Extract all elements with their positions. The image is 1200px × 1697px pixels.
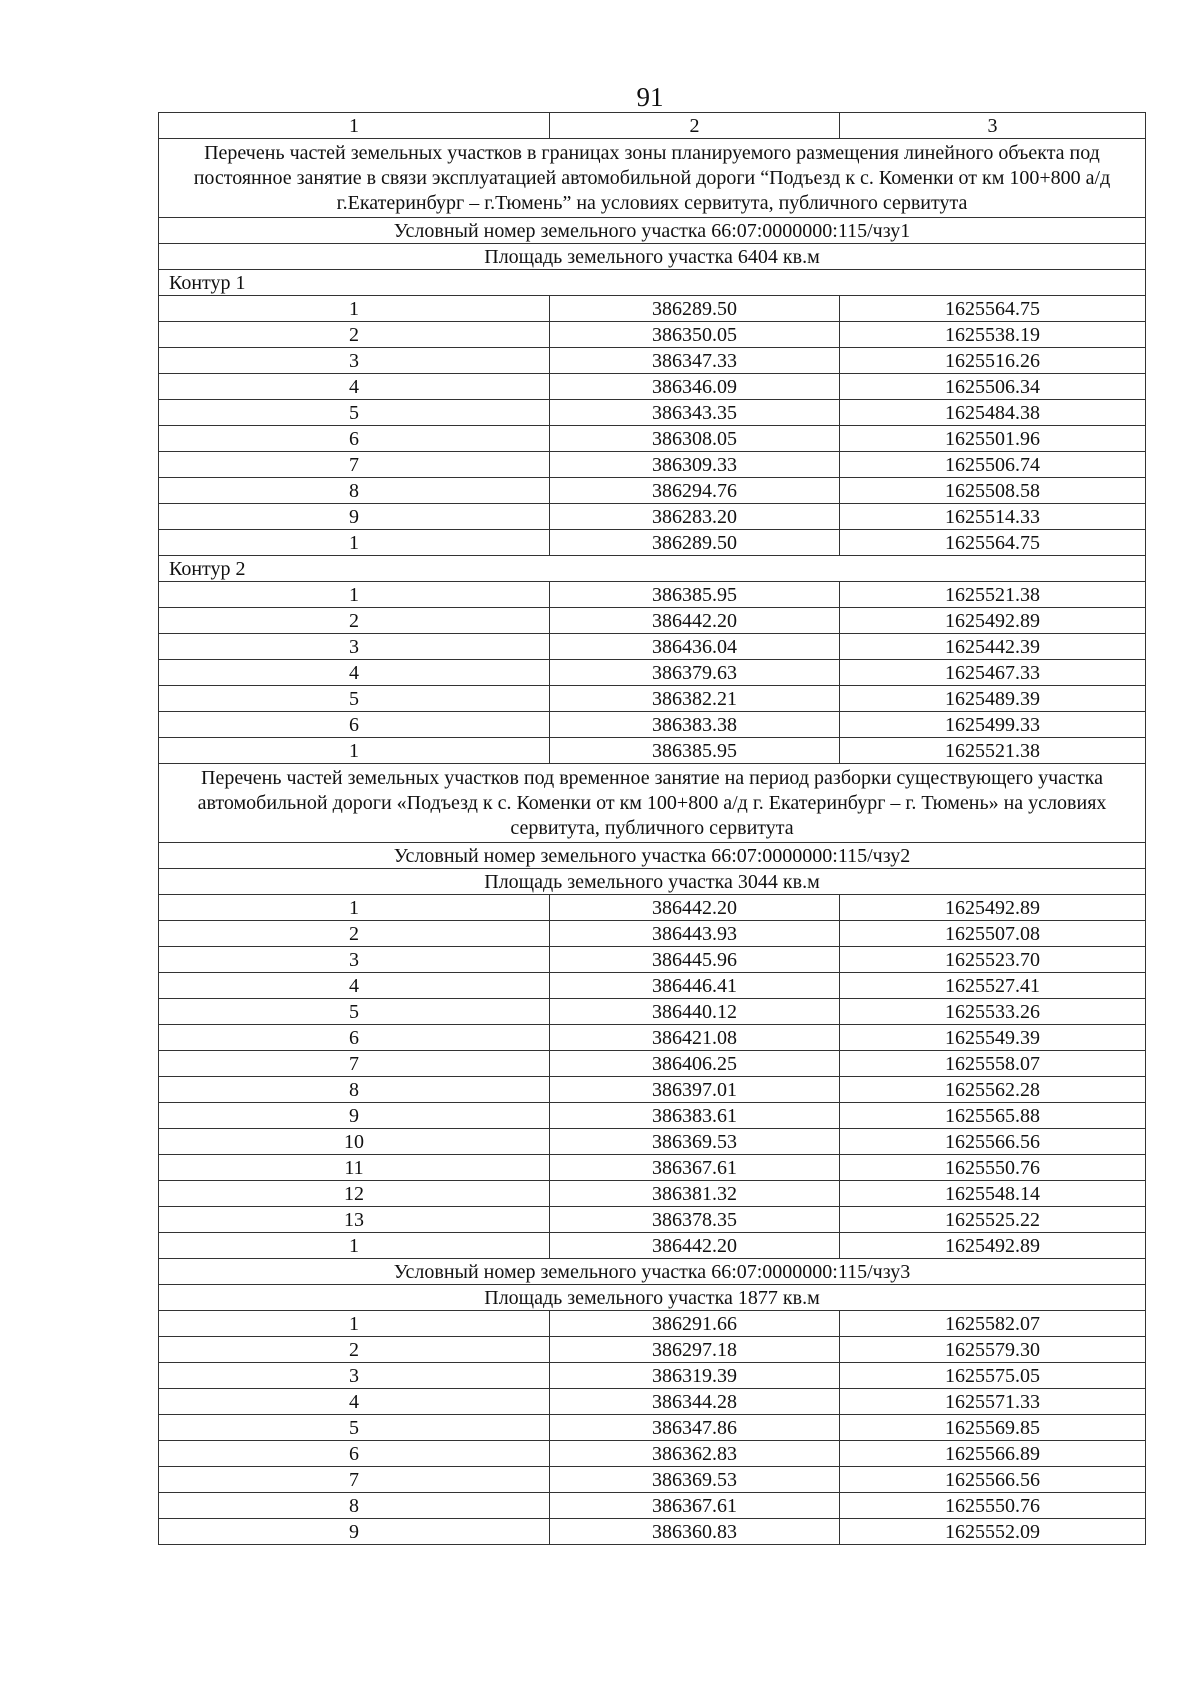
point-number: 7 xyxy=(159,1051,550,1077)
coordinate-row xyxy=(159,1233,1146,1259)
coordinate-row xyxy=(159,582,1146,608)
point-number: 5 xyxy=(159,686,550,712)
point-number: 4 xyxy=(159,660,550,686)
point-number: 9 xyxy=(159,504,550,530)
coordinate-row xyxy=(159,1337,1146,1363)
point-number: 1 xyxy=(159,582,550,608)
coordinate-row xyxy=(159,452,1146,478)
point-number: 3 xyxy=(159,634,550,660)
point-number: 12 xyxy=(159,1181,550,1207)
coordinate-row xyxy=(159,1207,1146,1233)
x-coordinate: 386446.41 xyxy=(550,973,840,999)
y-coordinate: 1625571.33 xyxy=(840,1389,1146,1415)
coordinate-row xyxy=(159,712,1146,738)
x-coordinate: 386421.08 xyxy=(550,1025,840,1051)
parcel-area: Площадь земельного участка 3044 кв.м xyxy=(159,869,1146,895)
x-coordinate: 386291.66 xyxy=(550,1311,840,1337)
y-coordinate: 1625525.22 xyxy=(840,1207,1146,1233)
coordinate-row xyxy=(159,1103,1146,1129)
y-coordinate: 1625499.33 xyxy=(840,712,1146,738)
coordinate-row xyxy=(159,1025,1146,1051)
coordinate-row xyxy=(159,322,1146,348)
coordinate-row xyxy=(159,947,1146,973)
x-coordinate: 386350.05 xyxy=(550,322,840,348)
x-coordinate: 386378.35 xyxy=(550,1207,840,1233)
coordinate-row xyxy=(159,400,1146,426)
point-number: 8 xyxy=(159,1493,550,1519)
coordinates-table xyxy=(158,112,1146,1545)
y-coordinate: 1625566.56 xyxy=(840,1129,1146,1155)
parcel-area-row xyxy=(159,1285,1146,1311)
parcel-area: Площадь земельного участка 1877 кв.м xyxy=(159,1285,1146,1311)
point-number: 2 xyxy=(159,921,550,947)
x-coordinate: 386381.32 xyxy=(550,1181,840,1207)
point-number: 6 xyxy=(159,1025,550,1051)
y-coordinate: 1625521.38 xyxy=(840,738,1146,764)
x-coordinate: 386362.83 xyxy=(550,1441,840,1467)
header-col-2: 2 xyxy=(550,113,840,139)
x-coordinate: 386367.61 xyxy=(550,1155,840,1181)
y-coordinate: 1625533.26 xyxy=(840,999,1146,1025)
coordinate-row xyxy=(159,660,1146,686)
y-coordinate: 1625550.76 xyxy=(840,1155,1146,1181)
coordinate-row xyxy=(159,1389,1146,1415)
y-coordinate: 1625514.33 xyxy=(840,504,1146,530)
y-coordinate: 1625467.33 xyxy=(840,660,1146,686)
coordinate-row xyxy=(159,1415,1146,1441)
parcel-number-row xyxy=(159,218,1146,244)
point-number: 3 xyxy=(159,348,550,374)
coordinate-row xyxy=(159,895,1146,921)
x-coordinate: 386379.63 xyxy=(550,660,840,686)
contour-label-row xyxy=(159,556,1146,582)
coordinate-row xyxy=(159,1311,1146,1337)
point-number: 6 xyxy=(159,1441,550,1467)
coordinate-row xyxy=(159,296,1146,322)
point-number: 4 xyxy=(159,1389,550,1415)
y-coordinate: 1625562.28 xyxy=(840,1077,1146,1103)
coordinate-row xyxy=(159,1181,1146,1207)
y-coordinate: 1625489.39 xyxy=(840,686,1146,712)
y-coordinate: 1625492.89 xyxy=(840,608,1146,634)
x-coordinate: 386397.01 xyxy=(550,1077,840,1103)
x-coordinate: 386442.20 xyxy=(550,895,840,921)
x-coordinate: 386319.39 xyxy=(550,1363,840,1389)
y-coordinate: 1625442.39 xyxy=(840,634,1146,660)
x-coordinate: 386383.61 xyxy=(550,1103,840,1129)
x-coordinate: 386383.38 xyxy=(550,712,840,738)
parcel-number: Условный номер земельного участка 66:07:0000000:115/чзу2 xyxy=(159,843,1146,869)
x-coordinate: 386440.12 xyxy=(550,999,840,1025)
x-coordinate: 386436.04 xyxy=(550,634,840,660)
coordinate-row xyxy=(159,348,1146,374)
point-number: 6 xyxy=(159,426,550,452)
coordinate-row xyxy=(159,921,1146,947)
coordinate-row xyxy=(159,1519,1146,1545)
x-coordinate: 386369.53 xyxy=(550,1129,840,1155)
x-coordinate: 386443.93 xyxy=(550,921,840,947)
section-title: Перечень частей земельных участков под временное занятие на период разборки существующего участка автомобильной дороги «Подъезд к с. Коменки от км 100+800 а/д г. Екатеринбург – г. Тюмень» на условиях сервитута, публичного сервитута xyxy=(159,764,1146,843)
y-coordinate: 1625582.07 xyxy=(840,1311,1146,1337)
x-coordinate: 386283.20 xyxy=(550,504,840,530)
point-number: 4 xyxy=(159,374,550,400)
x-coordinate: 386294.76 xyxy=(550,478,840,504)
coordinate-row xyxy=(159,1051,1146,1077)
section-title: Перечень частей земельных участков в границах зоны планируемого размещения линейного объекта под постоянное занятие в связи эксплуатацией автомобильной дороги “Подъезд к с. Коменки от км 100+800 а/д г.Екатеринбург – г.Тюмень” на условиях сервитута, публичного сервитута xyxy=(159,139,1146,218)
point-number: 5 xyxy=(159,400,550,426)
y-coordinate: 1625507.08 xyxy=(840,921,1146,947)
x-coordinate: 386367.61 xyxy=(550,1493,840,1519)
coordinate-row xyxy=(159,738,1146,764)
coordinate-row xyxy=(159,686,1146,712)
x-coordinate: 386297.18 xyxy=(550,1337,840,1363)
y-coordinate: 1625565.88 xyxy=(840,1103,1146,1129)
y-coordinate: 1625548.14 xyxy=(840,1181,1146,1207)
point-number: 1 xyxy=(159,1311,550,1337)
point-number: 5 xyxy=(159,999,550,1025)
point-number: 10 xyxy=(159,1129,550,1155)
coordinate-row xyxy=(159,1363,1146,1389)
x-coordinate: 386346.09 xyxy=(550,374,840,400)
coordinate-row xyxy=(159,530,1146,556)
parcel-number: Условный номер земельного участка 66:07:0000000:115/чзу1 xyxy=(159,218,1146,244)
y-coordinate: 1625566.89 xyxy=(840,1441,1146,1467)
header-col-3: 3 xyxy=(840,113,1146,139)
parcel-area-row xyxy=(159,869,1146,895)
point-number: 4 xyxy=(159,973,550,999)
coordinate-row xyxy=(159,973,1146,999)
y-coordinate: 1625527.41 xyxy=(840,973,1146,999)
y-coordinate: 1625564.75 xyxy=(840,530,1146,556)
point-number: 13 xyxy=(159,1207,550,1233)
point-number: 6 xyxy=(159,712,550,738)
coordinate-row xyxy=(159,374,1146,400)
coordinate-row xyxy=(159,504,1146,530)
point-number: 1 xyxy=(159,895,550,921)
y-coordinate: 1625484.38 xyxy=(840,400,1146,426)
y-coordinate: 1625564.75 xyxy=(840,296,1146,322)
table-body xyxy=(159,113,1146,1545)
point-number: 7 xyxy=(159,452,550,478)
x-coordinate: 386308.05 xyxy=(550,426,840,452)
y-coordinate: 1625575.05 xyxy=(840,1363,1146,1389)
y-coordinate: 1625549.39 xyxy=(840,1025,1146,1051)
page-number: 91 xyxy=(636,82,664,112)
coordinate-row xyxy=(159,1493,1146,1519)
point-number: 9 xyxy=(159,1519,550,1545)
point-number: 8 xyxy=(159,478,550,504)
x-coordinate: 386382.21 xyxy=(550,686,840,712)
x-coordinate: 386343.35 xyxy=(550,400,840,426)
y-coordinate: 1625506.34 xyxy=(840,374,1146,400)
y-coordinate: 1625492.89 xyxy=(840,895,1146,921)
x-coordinate: 386385.95 xyxy=(550,582,840,608)
point-number: 8 xyxy=(159,1077,550,1103)
y-coordinate: 1625558.07 xyxy=(840,1051,1146,1077)
point-number: 1 xyxy=(159,738,550,764)
coordinate-row xyxy=(159,1129,1146,1155)
point-number: 3 xyxy=(159,1363,550,1389)
header-row xyxy=(159,113,1146,139)
x-coordinate: 386344.28 xyxy=(550,1389,840,1415)
coordinate-row xyxy=(159,634,1146,660)
x-coordinate: 386406.25 xyxy=(550,1051,840,1077)
y-coordinate: 1625501.96 xyxy=(840,426,1146,452)
point-number: 9 xyxy=(159,1103,550,1129)
coordinate-row xyxy=(159,426,1146,452)
coordinate-row xyxy=(159,1155,1146,1181)
contour-label: Контур 2 xyxy=(159,556,1146,582)
point-number: 11 xyxy=(159,1155,550,1181)
y-coordinate: 1625523.70 xyxy=(840,947,1146,973)
parcel-area-row xyxy=(159,244,1146,270)
x-coordinate: 386445.96 xyxy=(550,947,840,973)
y-coordinate: 1625492.89 xyxy=(840,1233,1146,1259)
point-number: 1 xyxy=(159,530,550,556)
contour-label: Контур 1 xyxy=(159,270,1146,296)
point-number: 1 xyxy=(159,296,550,322)
parcel-number: Условный номер земельного участка 66:07:0000000:115/чзу3 xyxy=(159,1259,1146,1285)
x-coordinate: 386347.33 xyxy=(550,348,840,374)
y-coordinate: 1625506.74 xyxy=(840,452,1146,478)
coordinate-row xyxy=(159,1441,1146,1467)
x-coordinate: 386369.53 xyxy=(550,1467,840,1493)
x-coordinate: 386309.33 xyxy=(550,452,840,478)
point-number: 5 xyxy=(159,1415,550,1441)
y-coordinate: 1625516.26 xyxy=(840,348,1146,374)
y-coordinate: 1625508.58 xyxy=(840,478,1146,504)
section-title-row xyxy=(159,764,1146,843)
point-number: 2 xyxy=(159,322,550,348)
x-coordinate: 386360.83 xyxy=(550,1519,840,1545)
point-number: 2 xyxy=(159,608,550,634)
point-number: 3 xyxy=(159,947,550,973)
section-title-row xyxy=(159,139,1146,218)
parcel-number-row xyxy=(159,1259,1146,1285)
coordinate-row xyxy=(159,1467,1146,1493)
x-coordinate: 386385.95 xyxy=(550,738,840,764)
point-number: 2 xyxy=(159,1337,550,1363)
y-coordinate: 1625566.56 xyxy=(840,1467,1146,1493)
x-coordinate: 386442.20 xyxy=(550,608,840,634)
header-col-1: 1 xyxy=(159,113,550,139)
parcel-number-row xyxy=(159,843,1146,869)
coordinate-row xyxy=(159,478,1146,504)
x-coordinate: 386289.50 xyxy=(550,296,840,322)
y-coordinate: 1625550.76 xyxy=(840,1493,1146,1519)
x-coordinate: 386289.50 xyxy=(550,530,840,556)
y-coordinate: 1625579.30 xyxy=(840,1337,1146,1363)
x-coordinate: 386442.20 xyxy=(550,1233,840,1259)
contour-label-row xyxy=(159,270,1146,296)
coordinate-row xyxy=(159,999,1146,1025)
y-coordinate: 1625538.19 xyxy=(840,322,1146,348)
parcel-area: Площадь земельного участка 6404 кв.м xyxy=(159,244,1146,270)
y-coordinate: 1625521.38 xyxy=(840,582,1146,608)
coordinate-row xyxy=(159,608,1146,634)
coordinate-row xyxy=(159,1077,1146,1103)
point-number: 1 xyxy=(159,1233,550,1259)
y-coordinate: 1625552.09 xyxy=(840,1519,1146,1545)
x-coordinate: 386347.86 xyxy=(550,1415,840,1441)
point-number: 7 xyxy=(159,1467,550,1493)
y-coordinate: 1625569.85 xyxy=(840,1415,1146,1441)
